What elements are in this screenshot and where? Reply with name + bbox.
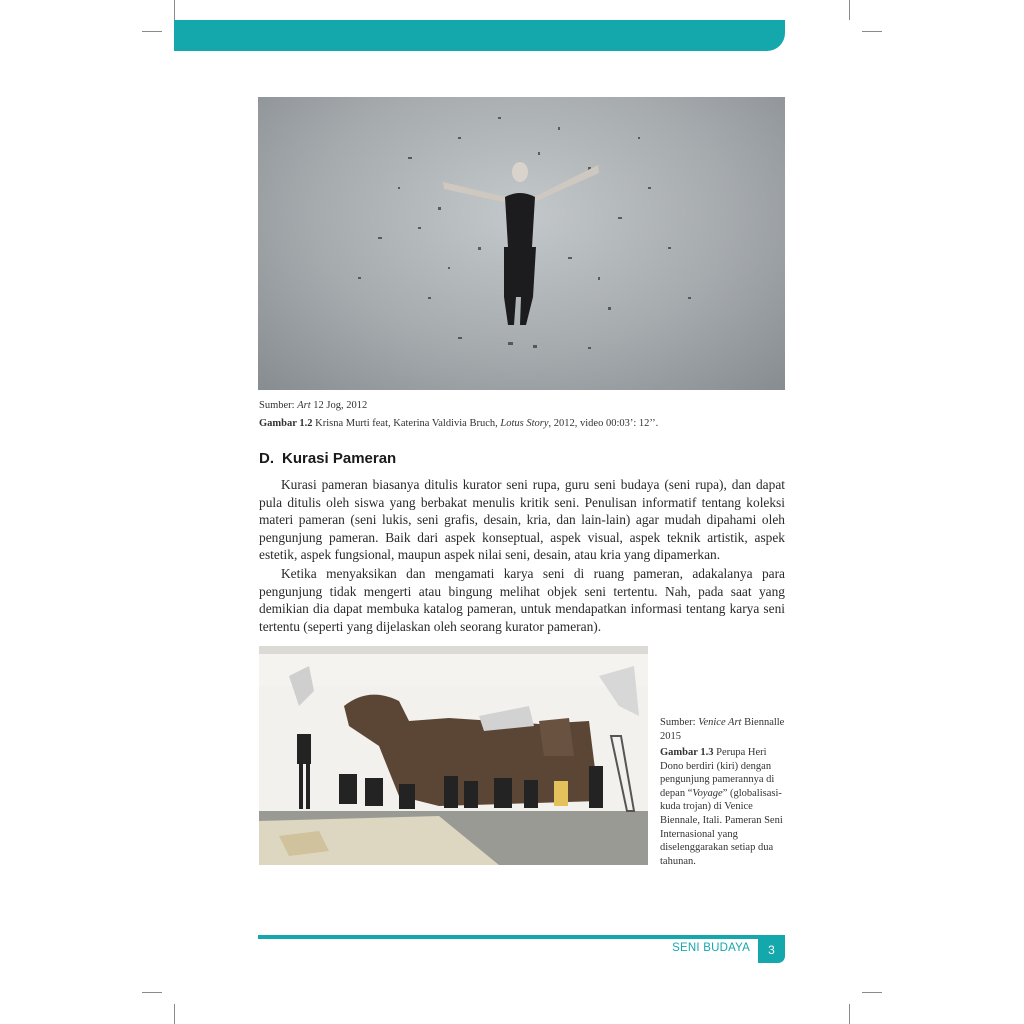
source-title: Venice Art: [698, 717, 742, 728]
header-band: [174, 20, 785, 51]
caption-text: ” (globalisasi-kuda trojan) di Venice Biennale, Itali. Pameran Seni Internasional yang diselenggarakan setiap dua tahunan.: [660, 787, 783, 867]
figure-label: Gambar 1.2: [259, 418, 313, 429]
caption-title: Voyage: [692, 787, 723, 799]
crop-mark: [174, 1004, 175, 1024]
section-number: D.: [259, 450, 274, 467]
crop-mark: [142, 992, 162, 993]
figure-1-3-caption: [660, 746, 786, 868]
caption-text: Perupa Heri Dono berdiri (kiri) dengan pengunjung pamerannya di depan “: [660, 747, 775, 799]
paragraph: Ketika menyaksikan dan mengamati karya seni di ruang pameran, adakalanya para pengunjung tidak mengerti atau bingung melihat objek seni tertentu. Nah, pada saat yang demikian dia dapat membuka katalog pameran, untuk mendapatkan informasi tentang karya seni tertentu (seperti yang dijelaskan oleh seorang kurator pameran).: [259, 566, 785, 634]
crop-mark: [849, 1004, 850, 1024]
voyage-exhibition-photo: [259, 646, 648, 865]
source-prefix: Sumber:: [259, 400, 298, 411]
footer-rule: [258, 935, 758, 939]
crop-mark: [862, 31, 882, 32]
crop-mark: [174, 0, 175, 20]
caption-text: Krisna Murti feat, Katerina Valdivia Bruch,: [312, 418, 501, 429]
source-rest: Biennalle 2015: [660, 717, 785, 742]
source-title: Art: [297, 400, 311, 411]
figure-1-3-source: [660, 716, 786, 743]
figure-label: Gambar 1.3: [660, 747, 714, 758]
crop-mark: [862, 992, 882, 993]
figure-1-2-caption: [259, 418, 658, 429]
section-heading: [259, 450, 396, 467]
source-rest: 12 Jog, 2012: [310, 400, 368, 411]
footer-label: SENI BUDAYA: [672, 942, 750, 954]
source-prefix: Sumber:: [660, 717, 699, 728]
crop-mark: [849, 0, 850, 20]
caption-text: , 2012, video 00:03’: 12’’.: [548, 418, 659, 429]
lotus-story-photo: [258, 97, 785, 390]
page-number: 3: [758, 935, 785, 963]
crop-mark: [142, 31, 162, 32]
figure-1-2-source: [259, 400, 367, 411]
section-title: Kurasi Pameran: [282, 450, 397, 467]
caption-title: Lotus Story: [500, 418, 549, 429]
paragraph: Kurasi pameran biasanya ditulis kurator seni rupa, guru seni budaya (seni rupa), dan dapat pula ditulis oleh siswa yang berbakat menulis kritik seni. Penulisan informatif tentang koleksi materi pameran (seni lukis, seni grafis, desain, kria, dan lain-lain) agar mudah dipahami oleh pengunjung pameran. Baik dari aspek konseptual, aspek visual, aspek teknik artistik, aspek estetik, aspek fungsional, maupun aspek nilai seni, desain, atau kria yang dipamerkan.: [259, 477, 785, 563]
